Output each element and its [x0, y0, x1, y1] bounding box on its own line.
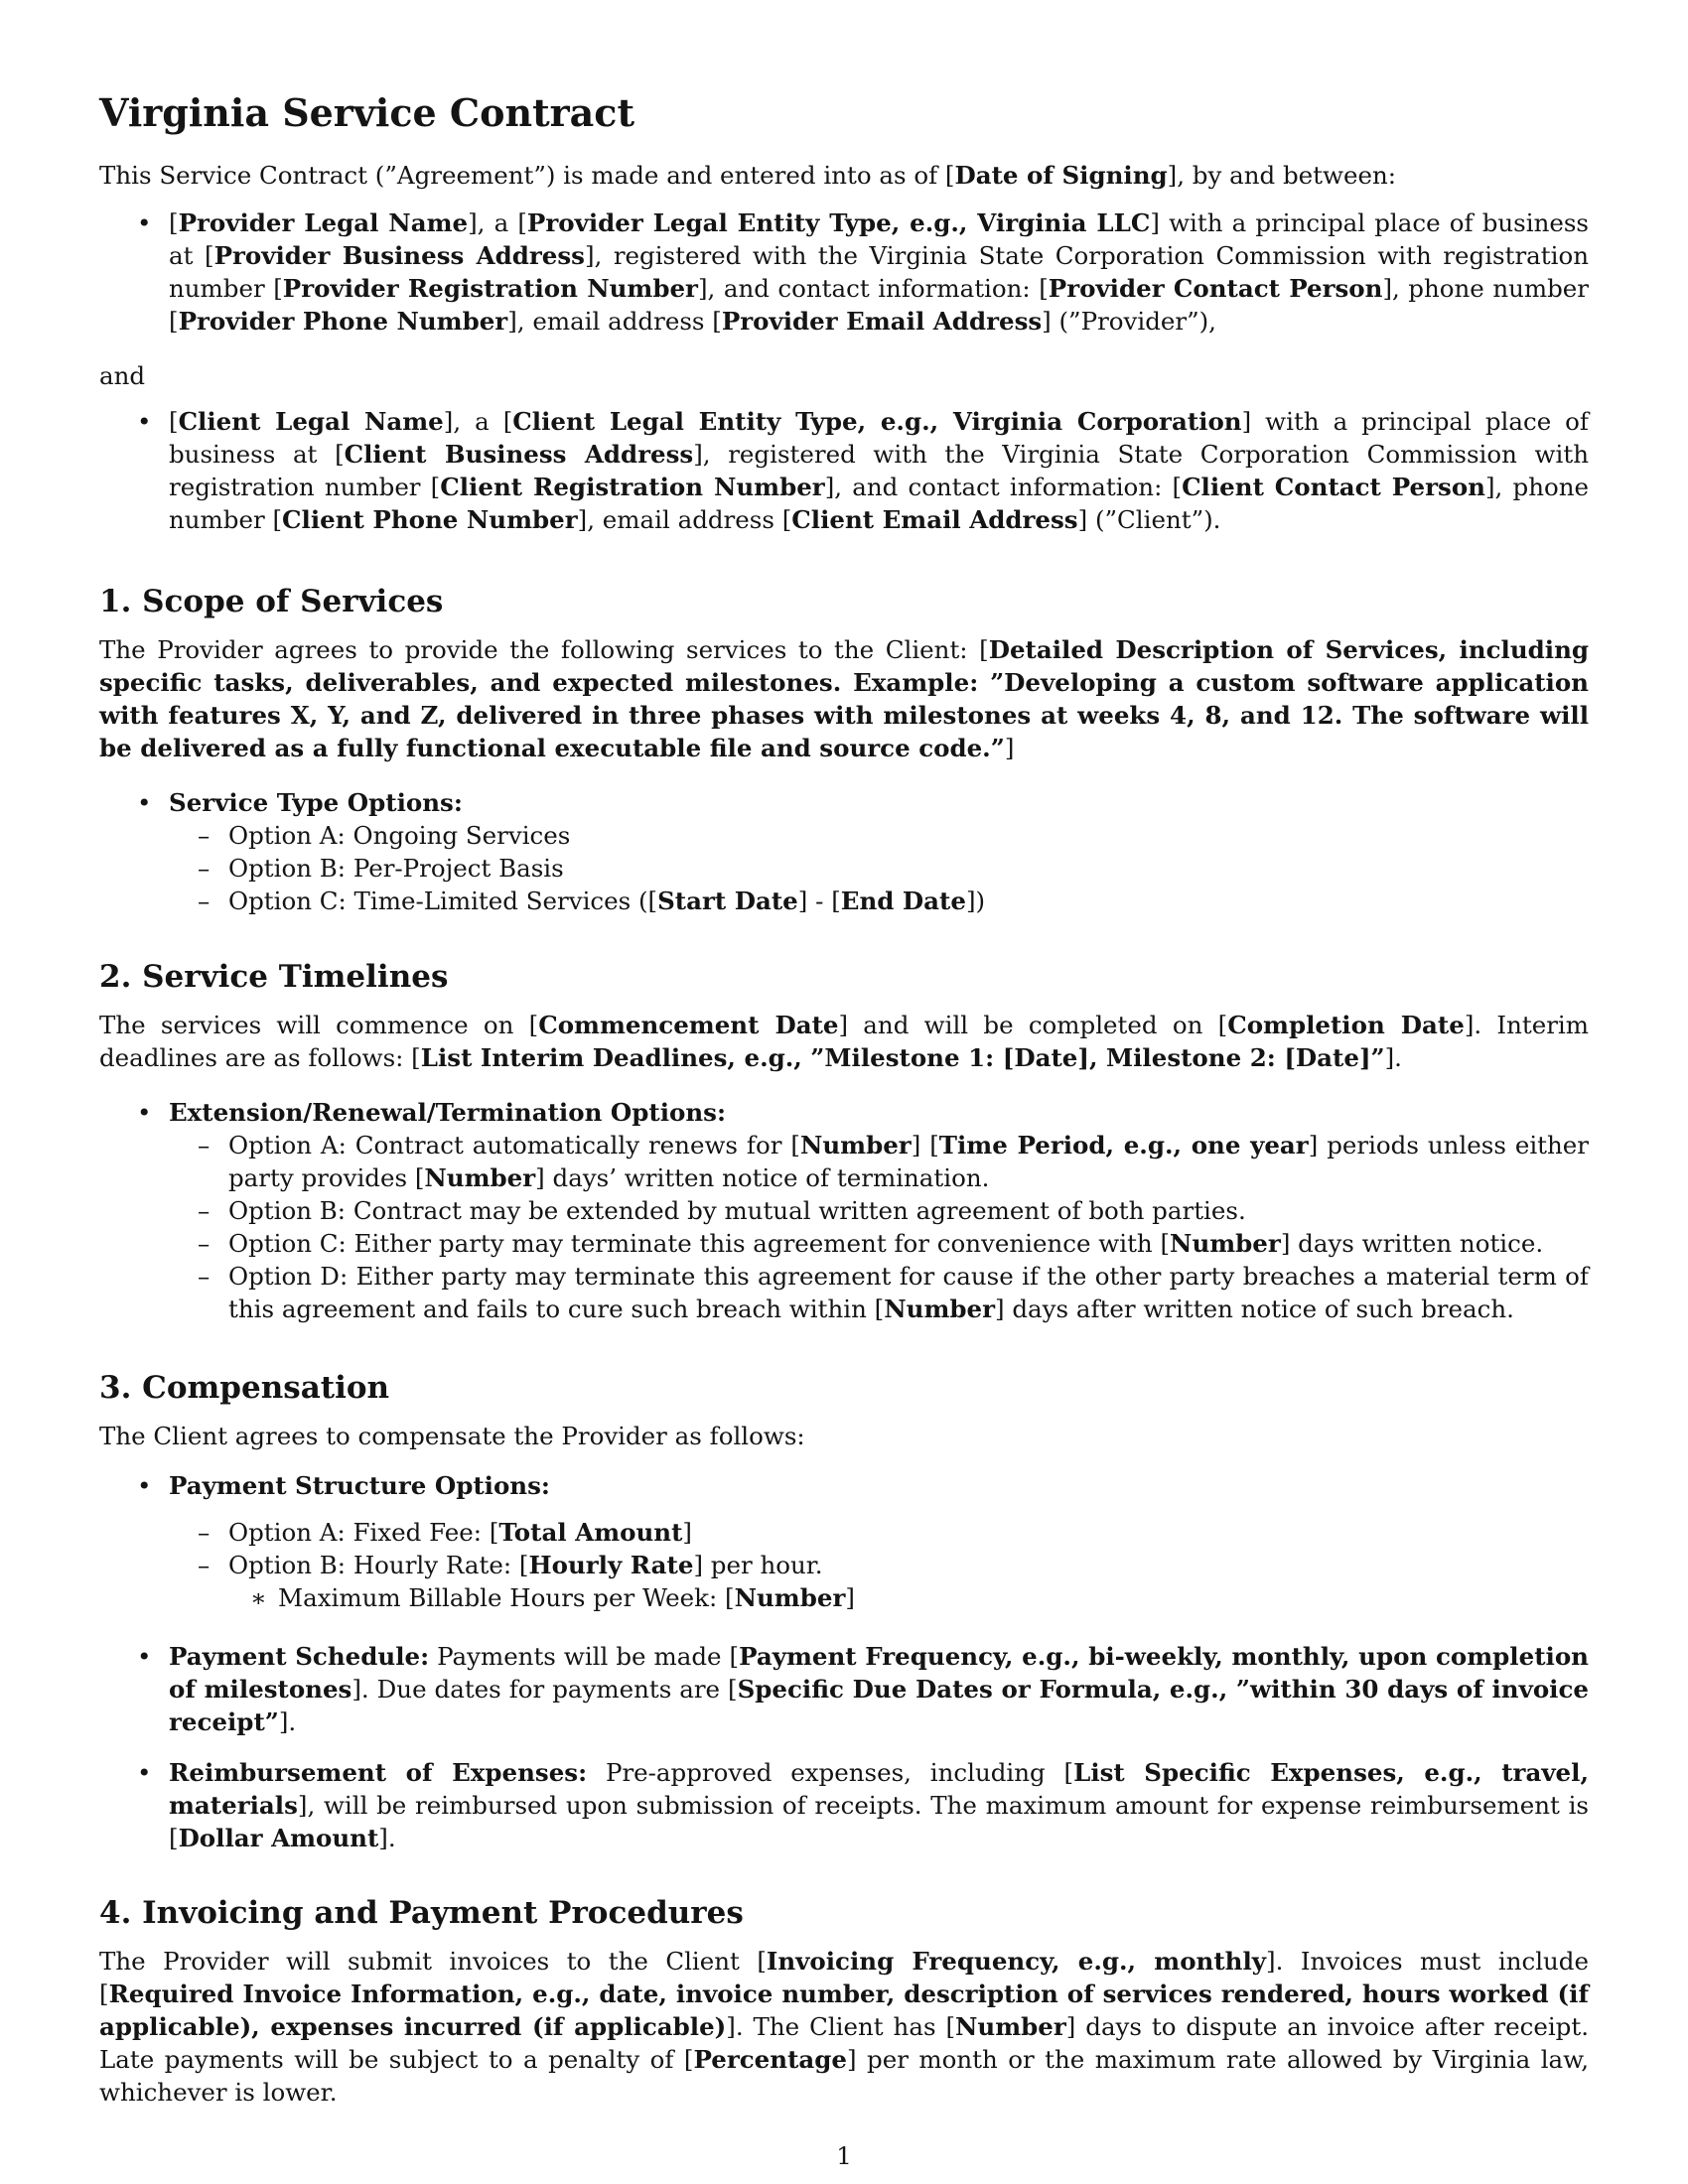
provider-item: • [Provider Legal Name], a [Provider Legal Entity Type, e.g., Virginia LLC] with a principal place of business at [Provider Business Address], registered with the Virginia State Corporation Commission with registration number [Provider Registration Number], and contact information: [Provider Contact Person], phone number [Provider Phone Number], email address [Provider Email Address] (”Provider”), — [99, 206, 1589, 338]
payment-structure-options — [99, 1469, 1589, 1614]
section-4-heading: 4. Invoicing and Payment Procedures — [99, 1895, 744, 1931]
service-type-options — [99, 786, 1589, 917]
hourly-sublist — [228, 1581, 1589, 1614]
list-item: ∗ Maximum Billable Hours per Week: [Number] — [228, 1581, 1589, 1614]
extension-options — [99, 1096, 1589, 1325]
list-item: – Option B: Hourly Rate: [Hourly Rate] per hour. ∗ Maximum Billable Hours per Week: [Number] — [169, 1549, 1589, 1614]
client-list — [99, 405, 1589, 536]
list-item: – Option A: Fixed Fee: [Total Amount] — [169, 1516, 1589, 1549]
list-item: • Extension/Renewal/Termination Options: – Option A: Contract automatically renews for [Number] [Time Period, e.g., one year] periods unless either party provides [Number] days’ written notice of termination. – Option B: Contract may be extended by mutual written agreement of both parties. – Option C: Either party may terminate this agreement for convenience with [Number] days written notice. – Option D: Either party may terminate this agreement for cause if the other party breaches a material term of this agreement and fails to cure such breach within [Number] days after written notice of such breach. — [99, 1096, 1589, 1325]
payment-schedule — [99, 1640, 1589, 1738]
section-3-intro: The Client agrees to compensate the Provider as follows: — [99, 1422, 805, 1450]
list-item: – Option B: Contract may be extended by mutual written agreement of both parties. — [169, 1194, 1589, 1227]
list-item: • Service Type Options: – Option A: Ongoing Services – Option B: Per-Project Basis – Option C: Time-Limited Services ([Start Date] - [End Date]) — [99, 786, 1589, 917]
payment-structure-sublist — [169, 1516, 1589, 1614]
reimbursement — [99, 1756, 1589, 1854]
page-number: 1 — [836, 2141, 852, 2170]
section-3-heading: 3. Compensation — [99, 1370, 390, 1406]
list-item: – Option A: Ongoing Services — [169, 819, 1589, 852]
section-4-paragraph: The Provider will submit invoices to the Client [Invoicing Frequency, e.g., monthly]. Invoices must include [Required Invoice Information, e.g., date, invoice number, description of services rendered, hours worked (if applicable), expenses incurred (if applicable)]. The Client has [Number] days to dispute an invoice after receipt. Late payments will be subject to a penalty of [Percentage] per month or the maximum rate allowed by Virginia law, whichever is lower. — [99, 1947, 1589, 2107]
service-type-sublist — [169, 819, 1589, 917]
document-page — [99, 0, 1589, 2184]
provider-list — [99, 206, 1589, 338]
list-item: • Payment Structure Options: – Option A: Fixed Fee: [Total Amount] – Option B: Hourly Rate: [Hourly Rate] per hour. ∗ Maximum Billable Hours per Week: [Number] — [99, 1469, 1589, 1614]
list-item: – Option A: Contract automatically renews for [Number] [Time Period, e.g., one year] periods unless either party provides [Number] days’ written notice of termination. — [169, 1129, 1589, 1194]
and-text: and — [99, 361, 146, 390]
list-item: – Option C: Time-Limited Services ([Start Date] - [End Date]) — [169, 885, 1589, 917]
list-item: • Reimbursement of Expenses: Pre-approved expenses, including [List Specific Expenses, e.g., travel, materials], will be reimbursed upon submission of receipts. The maximum amount for expense reimbursement is [Dollar Amount]. — [99, 1756, 1589, 1854]
list-item: – Option B: Per-Project Basis — [169, 852, 1589, 885]
section-2-heading: 2. Service Timelines — [99, 959, 449, 995]
list-item: – Option C: Either party may terminate this agreement for convenience with [Number] days written notice. — [169, 1227, 1589, 1260]
client-item: • [Client Legal Name], a [Client Legal Entity Type, e.g., Virginia Corporation] with a principal place of business at [Client Business Address], registered with the Virginia State Corporation Commission with registration number [Client Registration Number], and contact information: [Client Contact Person], phone number [Client Phone Number], email address [Client Email Address] (”Client”). — [99, 405, 1589, 536]
section-1-paragraph: The Provider agrees to provide the following services to the Client: [Detailed Description of Services, including specific tasks, deliverables, and expected milestones. Example: ”Developing a custom software application with features X, Y, and Z, delivered in three phases with milestones at weeks 4, 8, and 12. The software will be delivered as a fully functional executable file and source code.”] — [99, 635, 1590, 762]
document-title: Virginia Service Contract — [99, 90, 634, 135]
intro-paragraph: This Service Contract (”Agreement”) is made and entered into as of [Date of Signing], by and between: — [99, 161, 1396, 190]
section-1-heading: 1. Scope of Services — [99, 584, 444, 619]
extension-sublist — [169, 1129, 1589, 1325]
list-item: • Payment Schedule: Payments will be made [Payment Frequency, e.g., bi-weekly, monthly, upon completion of milestones]. Due dates for payments are [Specific Due Dates or Formula, e.g., ”within 30 days of invoice receipt”]. — [99, 1640, 1589, 1738]
list-item: – Option D: Either party may terminate this agreement for cause if the other party breaches a material term of this agreement and fails to cure such breach within [Number] days after written notice of such breach. — [169, 1260, 1589, 1325]
section-2-paragraph: The services will commence on [Commencement Date] and will be completed on [Completion Date]. Interim deadlines are as follows: [List Interim Deadlines, e.g., ”Milestone 1: [Date], Milestone 2: [Date]”]. — [99, 1011, 1590, 1072]
